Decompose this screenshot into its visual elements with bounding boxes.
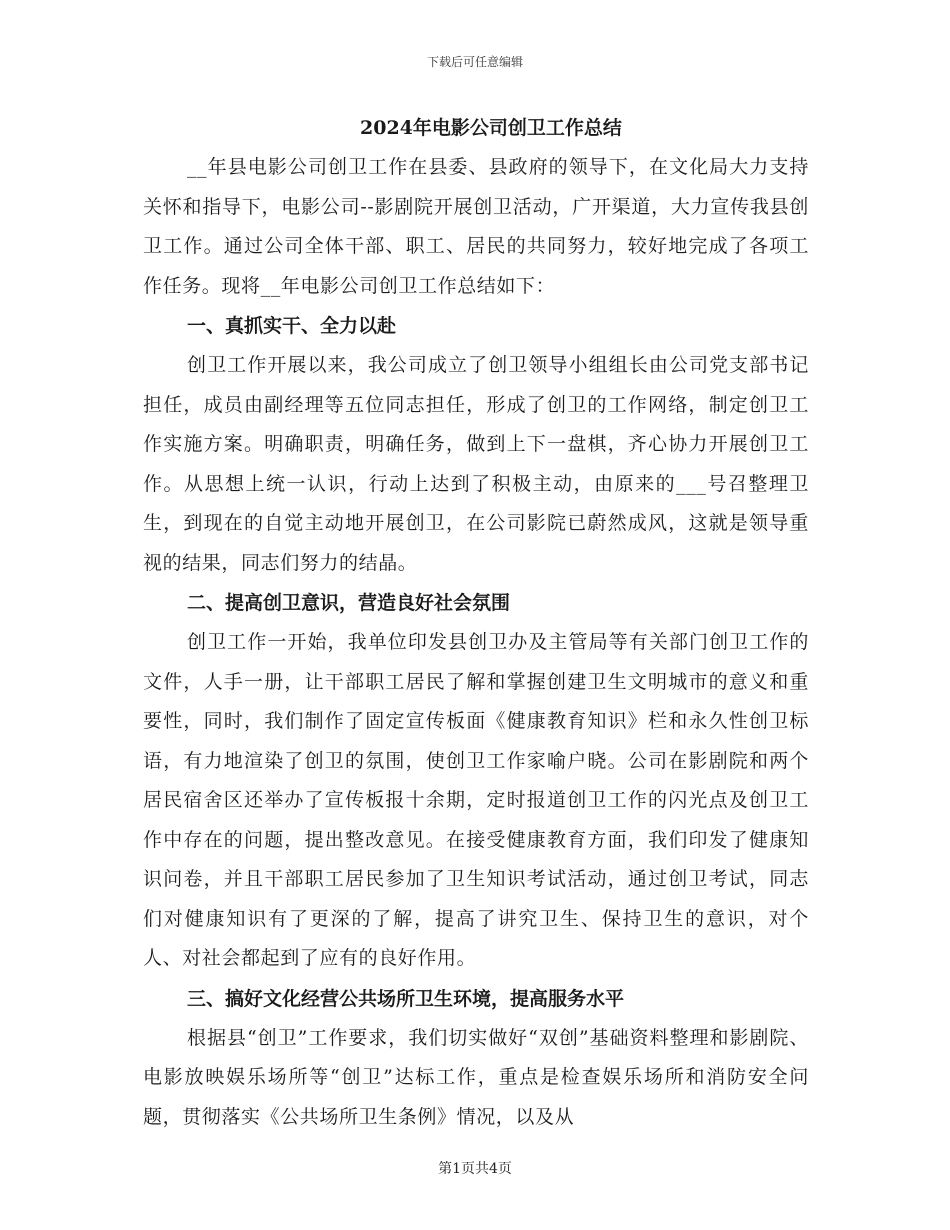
intro-paragraph: __年县电影公司创卫工作在县委、县政府的领导下，在文化局大力支持关怀和指导下，电影公司--影剧院开展创卫活动，广开渠道，大力宣传我县创卫工作。通过公司全体干部、职工、居民的共同努力，较好地完成了各项工作任务。现将__年电影公司创卫工作总结如下： — [143, 156, 809, 297]
document-body — [143, 108, 809, 1137]
section-2-heading: 二、提高创卫意识，营造良好社会氛围 — [187, 592, 511, 614]
page-footer: 第1页共4页 — [438, 1161, 512, 1177]
document-title: 2024年电影公司创卫工作总结 — [360, 117, 622, 139]
section-3-paragraph: 根据县“创卫”工作要求，我们切实做好“双创”基础资料整理和影剧院、电影放映娱乐场所等“创卫”达标工作，重点是检查娱乐场所和消防安全问题，贯彻落实《公共场所卫生条例》情况，以及从 — [143, 1026, 809, 1128]
section-3-heading: 三、搞好文化经营公共场所卫生环境，提高服务水平 — [187, 987, 625, 1010]
section-1-paragraph: 创卫工作开展以来，我公司成立了创卫领导小组组长由公司党支部书记担任，成员由副经理等五位同志担任，形成了创卫的工作网络，制定创卫工作实施方案。明确职责，明确任务，做到上下一盘棋，齐心协力开展创卫工作。从思想上统一认识，行动上达到了积极主动，由原来的___号召整理卫生，到现在的自觉主动地开展创卫，在公司影院已蔚然成风，这就是领导重视的结果，同志们努力的结晶。 — [143, 354, 809, 574]
header-note: 下载后可任意编辑 — [426, 55, 523, 69]
section-1-heading: 一、真抓实干、全力以赴 — [187, 315, 397, 337]
section-2-paragraph: 创卫工作一开始，我单位印发县创卫办及主管局等有关部门创卫工作的文件，人手一册，让干部职工居民了解和掌握创建卫生文明城市的意义和重要性，同时，我们制作了固定宣传板面《健康教育知识》栏和永久性创卫标语，有力地渲染了创卫的氛围，使创卫工作家喻户晓。公司在影剧院和两个居民宿舍区还举办了宣传板报十余期，定时报道创卫工作的闪光点及创卫工作中存在的问题，提出整改意见。在接受健康教育方面，我们印发了健康知识问卷，并且干部职工居民参加了卫生知识考试活动，通过创卫考试，同志们对健康知识有了更深的了解，提高了讲究卫生、保持卫生的意识，对个人、对社会都起到了应有的良好作用。 — [143, 631, 809, 969]
